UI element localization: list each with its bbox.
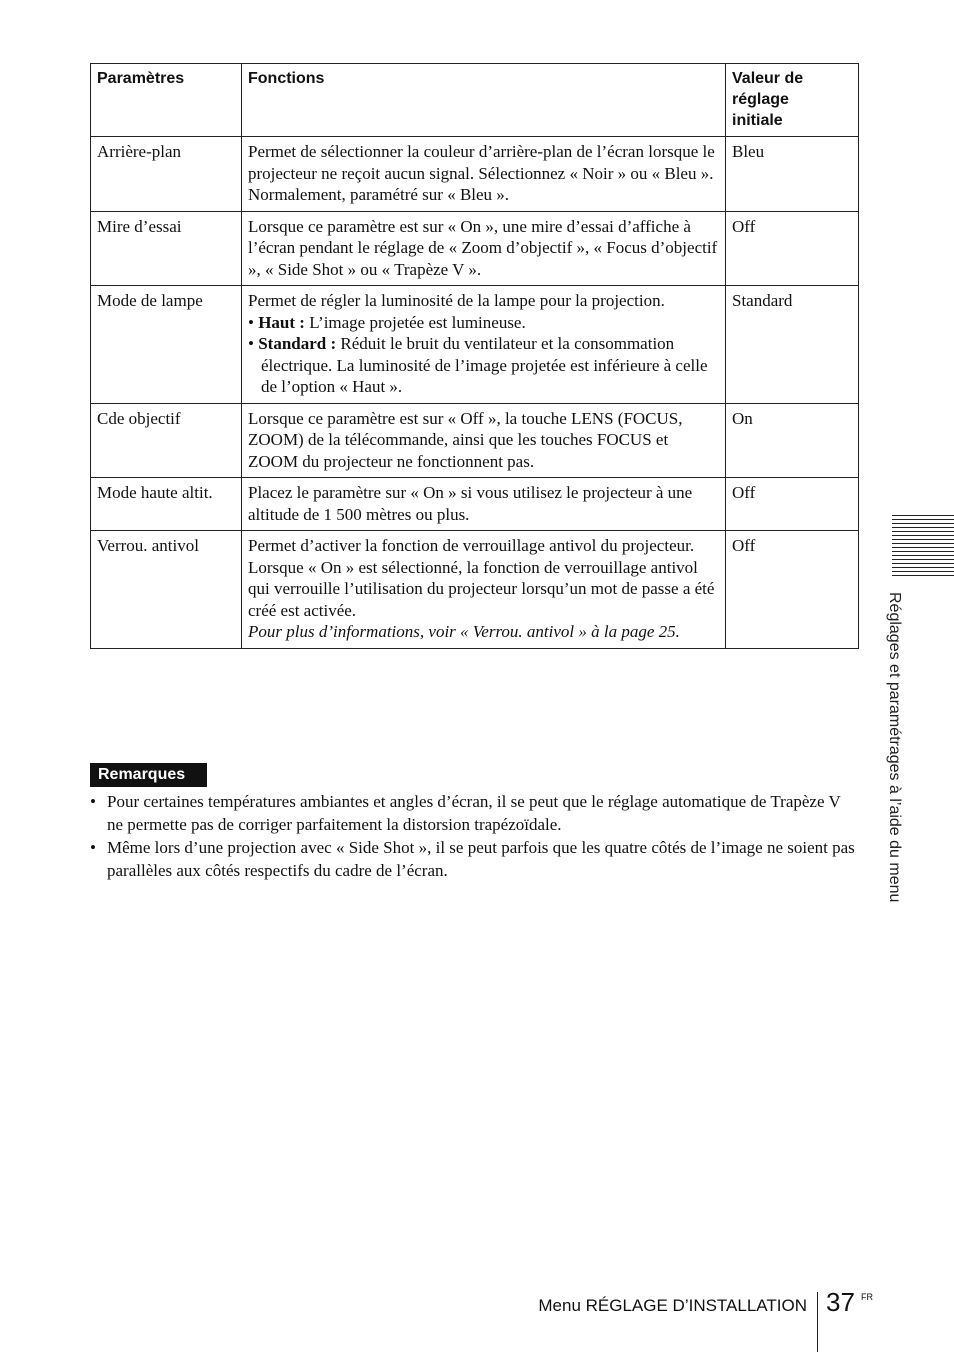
function-text: Lorsque « On » est sélectionné, la fonction de verrouillage antivol qui verrouille l’utilisation du projecteur lorsqu’un mot de passe a été créé est activée. [248, 557, 715, 620]
value-cell: Off [726, 211, 859, 286]
function-cell [242, 137, 726, 212]
bullet-text: L’image projetée est lumineuse. [304, 312, 526, 332]
table-row [91, 478, 859, 531]
function-text: Permet de sélectionner la couleur d’arrière-plan de l’écran lorsque le projecteur ne reçoit aucun signal. Sélectionnez « Noir » ou « Bleu ». [248, 142, 715, 183]
header-parametres: Paramètres [91, 64, 242, 137]
value-cell: Bleu [726, 137, 859, 212]
bullet-text: Réduit le bruit du ventilateur et la consommation électrique. La luminosité de l’image projetée est inférieure à celle de l’option « Haut ». [261, 334, 708, 396]
function-text: Placez le paramètre sur « On » si vous utilisez le projecteur à une altitude de 1 500 mètres ou plus. [248, 483, 693, 524]
cross-reference-note: Pour plus d’informations, voir « Verrou. antivol » à la page 25. [248, 622, 680, 641]
bullet-item: • Haut : L’image projetée est lumineuse. [248, 312, 526, 332]
bullet-item: • Standard : Réduit le bruit du ventilateur et la consommation électrique. La luminosité de l’image projetée est inférieure à celle de l’option « Haut ». [248, 334, 708, 396]
param-cell: Cde objectif [91, 403, 242, 478]
table-row [91, 286, 859, 404]
table-row [91, 137, 859, 212]
remark-text: Même lors d’une projection avec « Side Shot », il se peut parfois que les quatre côtés de l’image ne soient pas parallèles aux côtés respectifs du cadre de l’écran. [107, 838, 855, 880]
remark-item [90, 836, 860, 882]
value-cell: On [726, 403, 859, 478]
section-side-label-text: Réglages et paramétrages à l’aide du menu [886, 592, 903, 903]
header-valeur-line: réglage [732, 91, 789, 108]
value-cell: Off [726, 531, 859, 649]
param-cell: Arrière-plan [91, 137, 242, 212]
param-cell: Mire d’essai [91, 211, 242, 286]
param-cell: Verrou. antivol [91, 531, 242, 649]
function-text: Lorsque ce paramètre est sur « On », une mire d’essai d’affiche à l’écran pendant le réglage de « Zoom d’objectif », « Focus d’objectif », « Side Shot » ou « Trapèze V ». [248, 216, 718, 279]
bullet-dot-icon: • [90, 838, 96, 857]
footer-section-title: Menu RÉGLAGE D’INSTALLATION [538, 1296, 807, 1315]
footer-divider [817, 1292, 818, 1352]
section-side-label [885, 592, 909, 972]
function-text: Normalement, paramétré sur « Bleu ». [248, 185, 510, 204]
table-header-row [91, 64, 859, 137]
function-cell [242, 531, 726, 649]
remarks-heading: Remarques [90, 763, 207, 787]
language-code: FR [861, 1292, 873, 1302]
bullet-term: Standard : [258, 334, 337, 353]
table-row [91, 211, 859, 286]
header-valeur-line: Valeur de [732, 70, 804, 87]
header-valeur-line: initiale [732, 112, 783, 129]
function-text: Permet de régler la luminosité de la lampe pour la projection. [248, 291, 665, 310]
value-cell: Standard [726, 286, 859, 404]
header-fonctions: Fonctions [242, 64, 726, 137]
function-cell [242, 211, 726, 286]
remark-item [90, 790, 860, 836]
function-text: Permet d’activer la fonction de verrouillage antivol du projecteur. [248, 536, 695, 555]
remarks-list [90, 790, 860, 882]
table-row [91, 403, 859, 478]
value-cell: Off [726, 478, 859, 531]
page-number: 37 [826, 1287, 855, 1317]
param-cell: Mode haute altit. [91, 478, 242, 531]
param-cell: Mode de lampe [91, 286, 242, 404]
bullet-term: Haut : [258, 312, 305, 332]
settings-table [90, 63, 859, 649]
bullet-dot-icon: • [90, 792, 96, 811]
function-cell [242, 403, 726, 478]
remark-text: Pour certaines températures ambiantes et angles d’écran, il se peut que le réglage automatique de Trapèze V ne permette pas de corriger parfaitement la distorsion trapézoïdale. [107, 792, 841, 834]
function-cell [242, 478, 726, 531]
function-cell [242, 286, 726, 404]
table-row [91, 531, 859, 649]
function-text: Lorsque ce paramètre est sur « Off », la touche LENS (FOCUS, ZOOM) de la télécommande, ainsi que les touches FOCUS et ZOOM du projecteur ne fonctionnent pas. [248, 408, 683, 471]
header-valeur [726, 64, 859, 137]
section-tab-lines [892, 515, 954, 579]
